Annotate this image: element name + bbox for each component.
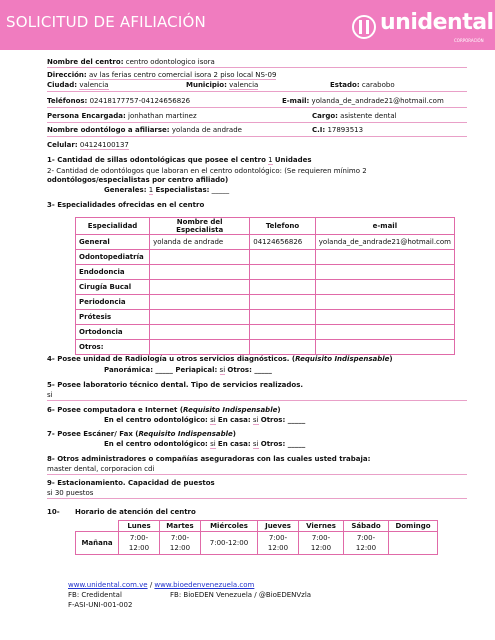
schedule-cell: 7:00- 12:00 bbox=[160, 532, 201, 555]
schedule-cell: 7:00- 12:00 bbox=[119, 532, 160, 555]
specialties-table bbox=[75, 217, 455, 355]
logo-icon bbox=[352, 15, 376, 39]
divider bbox=[47, 136, 467, 137]
table-cell bbox=[250, 325, 316, 340]
table-cell bbox=[150, 295, 250, 310]
table-cell bbox=[250, 265, 316, 280]
table-row bbox=[76, 295, 455, 310]
question-8: 8- Otros administradores o compañías aseguradoras con las cuales usted trabaja: bbox=[47, 455, 371, 463]
table-cell bbox=[315, 265, 454, 280]
specialty-name: Endodoncia bbox=[76, 265, 150, 280]
question-6-options: En el centro odontológico: si En casa: si Otros: _____ bbox=[104, 416, 306, 424]
table-header: Nombre del Especialista bbox=[150, 218, 250, 235]
ciudad-row: Ciudad: valencia bbox=[47, 81, 109, 89]
unidental-logo bbox=[352, 11, 492, 47]
telefonos-row: Teléfonos: 02418177757-04124656826 bbox=[47, 97, 191, 105]
divider bbox=[47, 67, 467, 68]
day-header: Jueves bbox=[258, 521, 299, 532]
question-9: 9- Estacionamiento. Capacidad de puestos bbox=[47, 479, 215, 487]
specialty-name: Odontopediatría bbox=[76, 250, 150, 265]
schedule-cell: 7:00- 12:00 bbox=[299, 532, 344, 555]
schedule-table bbox=[75, 520, 438, 555]
email-field: E-mail: yolanda_de_andrade21@hotmail.com bbox=[282, 97, 444, 105]
day-header: Martes bbox=[160, 521, 201, 532]
schedule-cell: 7:00- 12:00 bbox=[258, 532, 299, 555]
day-header: Lunes bbox=[119, 521, 160, 532]
day-header: Domingo bbox=[389, 521, 438, 532]
table-cell bbox=[315, 325, 454, 340]
cargo-field: Cargo: asistente dental bbox=[312, 112, 397, 120]
question-1: 1- Cantidad de sillas odontológicas que posee el centro 1 Unidades bbox=[47, 156, 312, 164]
footer-fb1: FB: Credidental bbox=[68, 591, 122, 599]
question-5-answer: si bbox=[47, 391, 53, 399]
question-2-line1: 2- Cantidad de odontólogos que laboran en el centro odontológico: (Se requieren mínimo 2 bbox=[47, 167, 367, 175]
question-7: 7- Posee Escáner/ Fax (Requisito Indispensable) bbox=[47, 430, 236, 438]
table-cell bbox=[250, 280, 316, 295]
form-code: F-ASI-UNI-001-002 bbox=[68, 601, 133, 609]
question-2-counts: Generales: 1 Especialistas: _____ bbox=[104, 186, 230, 194]
table-cell bbox=[315, 250, 454, 265]
specialty-name: Cirugía Bucal bbox=[76, 280, 150, 295]
question-3-title: 3- Especialidades ofrecidas en el centro bbox=[47, 201, 205, 209]
table-cell: 04124656826 bbox=[250, 235, 316, 250]
table-cell bbox=[150, 265, 250, 280]
table-cell bbox=[250, 310, 316, 325]
divider bbox=[47, 107, 467, 108]
specialty-name: Ortodoncia bbox=[76, 325, 150, 340]
header-bar bbox=[0, 0, 495, 50]
celular-row: Celular: 04124100137 bbox=[47, 141, 129, 149]
table-row bbox=[76, 340, 455, 355]
table-header: Especialidad bbox=[76, 218, 150, 235]
table-cell bbox=[250, 340, 316, 355]
estado-field: Estado: carabobo bbox=[330, 81, 395, 89]
specialty-name: Otros: bbox=[76, 340, 150, 355]
form-title: SOLICITUD DE AFILIACIÓN bbox=[6, 13, 206, 31]
table-cell bbox=[315, 310, 454, 325]
footer-fb2: FB: BioEDEN Venezuela / @BioEDENVzla bbox=[170, 591, 312, 599]
question-5: 5- Posee laboratorio técnico dental. Tipo de servicios realizados. bbox=[47, 381, 304, 389]
day-header: Sábado bbox=[344, 521, 389, 532]
table-cell: yolanda de andrade bbox=[150, 235, 250, 250]
question-4: 4- Posee unidad de Radiología u otros servicios diagnósticos. (Requisito Indispensable) bbox=[47, 355, 393, 363]
table-row bbox=[76, 250, 455, 265]
odontologo-row: Nombre odontólogo a afiliarse: yolanda de andrade bbox=[47, 126, 242, 134]
schedule-cell: 7:00- 12:00 bbox=[344, 532, 389, 555]
logo-text: unidental bbox=[380, 10, 494, 35]
question-6: 6- Posee computadora e Internet (Requisito Indispensable) bbox=[47, 406, 281, 414]
divider bbox=[47, 91, 467, 92]
question-2-line2: odontólogos/especialistas por centro afiliado) bbox=[47, 176, 229, 184]
ci-field: C.I: 17893513 bbox=[312, 126, 364, 134]
footer-links: www.unidental.com.ve / www.bioedenvenezuela.com bbox=[68, 581, 255, 589]
table-cell bbox=[150, 310, 250, 325]
divider bbox=[47, 400, 467, 401]
table-header: e-mail bbox=[315, 218, 454, 235]
municipio-field: Municipio: valencia bbox=[186, 81, 259, 89]
question-10-title: Horario de atención del centro bbox=[75, 508, 196, 516]
divider bbox=[47, 122, 467, 123]
divider bbox=[47, 498, 467, 499]
table-cell bbox=[150, 250, 250, 265]
divider bbox=[47, 474, 467, 475]
day-header: Viernes bbox=[299, 521, 344, 532]
question-7-options: En el centro odontológico: si En casa: si Otros: _____ bbox=[104, 440, 306, 448]
table-row bbox=[76, 265, 455, 280]
table-cell bbox=[150, 325, 250, 340]
table-cell bbox=[315, 280, 454, 295]
table-row bbox=[76, 325, 455, 340]
table-cell bbox=[250, 295, 316, 310]
table-row bbox=[76, 280, 455, 295]
table-cell: yolanda_de_andrade21@hotmail.com bbox=[315, 235, 454, 250]
day-header: Miércoles bbox=[201, 521, 258, 532]
schedule-row-label: Mañana bbox=[76, 532, 119, 555]
table-row bbox=[76, 235, 455, 250]
table-header bbox=[76, 521, 119, 532]
logo-tagline: CORPORACIÓN bbox=[454, 38, 484, 43]
specialty-name: Prótesis bbox=[76, 310, 150, 325]
question-8-answer: master dental, corporacion cdi bbox=[47, 465, 155, 473]
schedule-cell bbox=[389, 532, 438, 555]
table-cell bbox=[315, 295, 454, 310]
table-header: Telefono bbox=[250, 218, 316, 235]
bioeden-link[interactable]: www.bioedenvenezuela.com bbox=[154, 581, 255, 589]
question-4-options: Panorámica: _____ Periapical: si Otros: _____ bbox=[104, 366, 272, 374]
encargada-row: Persona Encargada: jonhathan martinez bbox=[47, 112, 197, 120]
table-row bbox=[76, 310, 455, 325]
unidental-link[interactable]: www.unidental.com.ve bbox=[68, 581, 148, 589]
direccion-row: Dirección: av las ferias centro comercial isora 2 piso local NS-09 bbox=[47, 71, 277, 79]
table-cell bbox=[150, 280, 250, 295]
specialty-name: General bbox=[76, 235, 150, 250]
question-9-answer: si 30 puestos bbox=[47, 489, 94, 497]
question-10-number: 10- bbox=[47, 508, 60, 516]
table-cell bbox=[150, 340, 250, 355]
nombre-centro-row: Nombre del centro: centro odontologico isora bbox=[47, 58, 215, 66]
specialty-name: Periodoncia bbox=[76, 295, 150, 310]
table-cell bbox=[250, 250, 316, 265]
table-cell bbox=[315, 340, 454, 355]
schedule-cell: 7:00-12:00 bbox=[201, 532, 258, 555]
